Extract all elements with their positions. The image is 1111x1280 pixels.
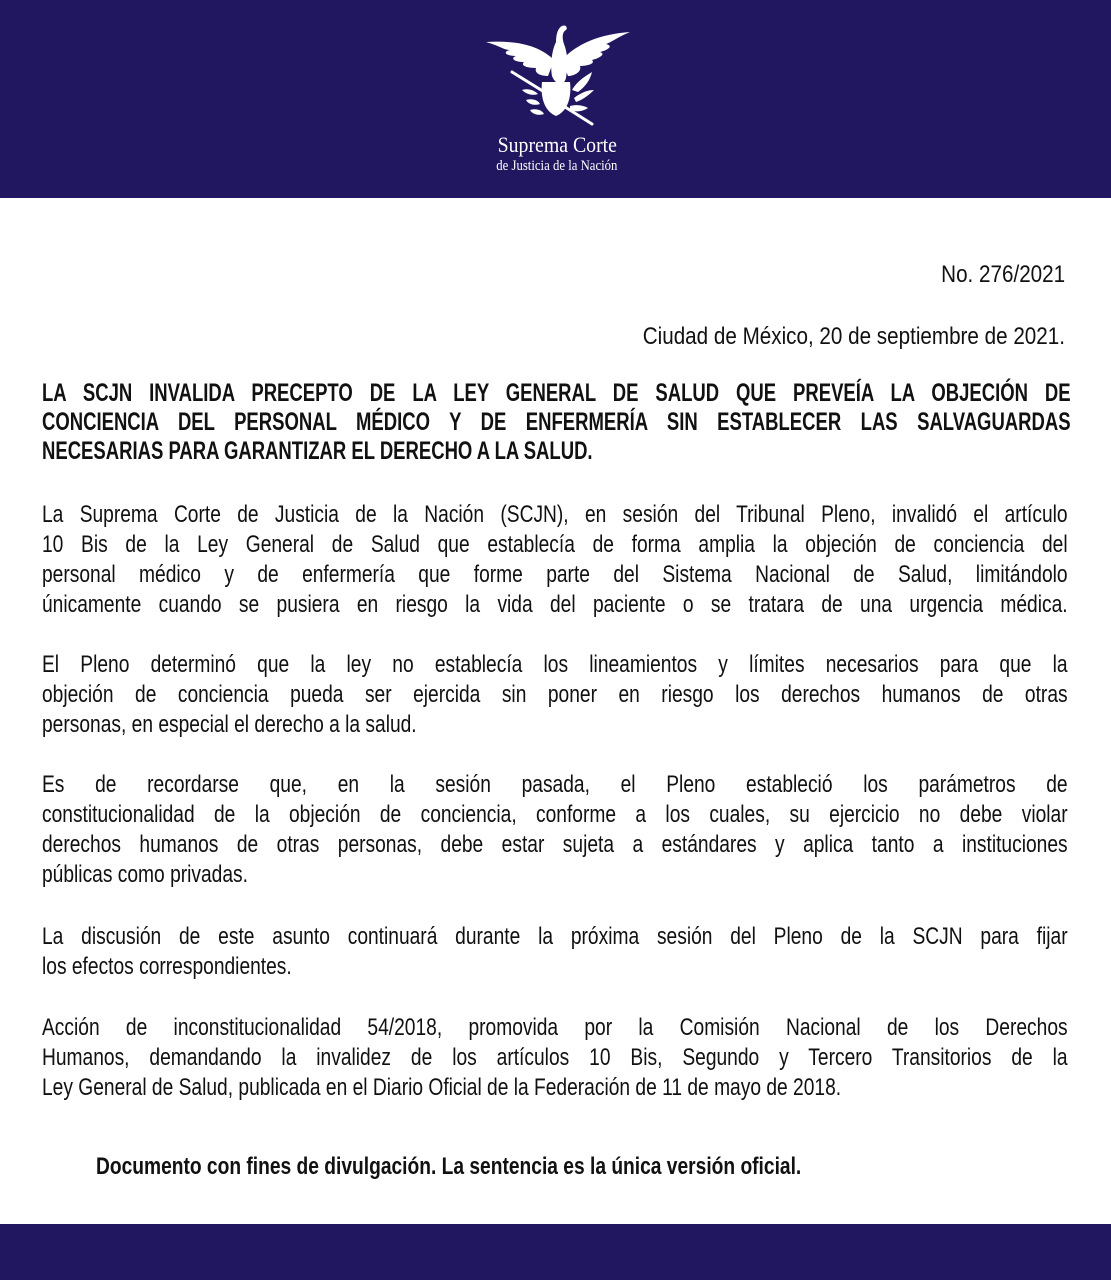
paragraph-line: Humanos, demandando la invalidez de los artículos 10 Bis, Segundo y Tercero Transitorios de la — [42, 1044, 1068, 1071]
paragraph-line: constitucionalidad de la objeción de conciencia, conforme a los cuales, su ejercicio no debe violar — [42, 801, 1068, 828]
scjn-logo — [462, 20, 652, 180]
disclaimer: Documento con fines de divulgación. La sentencia es la única versión oficial. — [96, 1153, 802, 1180]
paragraph-line: públicas como privadas. — [42, 861, 248, 888]
paragraph-line: personas, en especial el derecho a la salud. — [42, 711, 417, 738]
paragraph-line: Ley General de Salud, publicada en el Diario Oficial de la Federación de 11 de mayo de 2018. — [42, 1074, 842, 1101]
paragraph-2 — [42, 650, 1068, 740]
paragraph-line: únicamente cuando se pusiera en riesgo la vida del paciente o se tratara de una urgencia médica. — [42, 591, 1068, 618]
headline-line: LA SCJN INVALIDA PRECEPTO DE LA LEY GENERAL DE SALUD QUE PREVEÍA LA OBJECIÓN DE — [42, 379, 1071, 407]
eagle-emblem-icon — [482, 20, 632, 128]
header-banner — [0, 0, 1111, 198]
paragraph-3 — [42, 770, 1068, 890]
paragraph-4 — [42, 922, 1068, 982]
place-and-date: Ciudad de México, 20 de septiembre de 2021. — [642, 323, 1065, 350]
paragraph-line: La discusión de este asunto continuará durante la próxima sesión del Pleno de la SCJN para fijar — [42, 923, 1068, 950]
headline — [42, 379, 1071, 466]
paragraph-1 — [42, 500, 1068, 620]
paragraph-line: personal médico y de enfermería que forme parte del Sistema Nacional de Salud, limitándolo — [42, 561, 1068, 588]
logo-subtitle: de Justicia de la Nación — [496, 158, 618, 174]
paragraph-line: Acción de inconstitucionalidad 54/2018, promovida por la Comisión Nacional de los Derechos — [42, 1014, 1068, 1041]
headline-line: CONCIENCIA DEL PERSONAL MÉDICO Y DE ENFERMERÍA SIN ESTABLECER LAS SALVAGUARDAS — [42, 408, 1071, 436]
footer-banner — [0, 1224, 1111, 1280]
paragraph-5 — [42, 1013, 1068, 1103]
paragraph-line: El Pleno determinó que la ley no establecía los lineamientos y límites necesarios para que la — [42, 651, 1068, 678]
paragraph-line: derechos humanos de otras personas, debe estar sujeta a estándares y aplica tanto a instituciones — [42, 831, 1068, 858]
paragraph-line: La Suprema Corte de Justicia de la Nación (SCJN), en sesión del Tribunal Pleno, invalidó el artículo — [42, 501, 1068, 528]
headline-line: NECESARIAS PARA GARANTIZAR EL DERECHO A LA SALUD. — [42, 437, 593, 465]
paragraph-line: 10 Bis de la Ley General de Salud que establecía de forma amplia la objeción de conciencia del — [42, 531, 1068, 558]
paragraph-line: Es de recordarse que, en la sesión pasada, el Pleno estableció los parámetros de — [42, 771, 1068, 798]
logo-title: Suprema Corte — [497, 132, 617, 157]
paragraph-line: los efectos correspondientes. — [42, 953, 292, 980]
paragraph-line: objeción de conciencia pueda ser ejercida sin poner en riesgo los derechos humanos de otras — [42, 681, 1068, 708]
document-number: No. 276/2021 — [941, 261, 1065, 288]
